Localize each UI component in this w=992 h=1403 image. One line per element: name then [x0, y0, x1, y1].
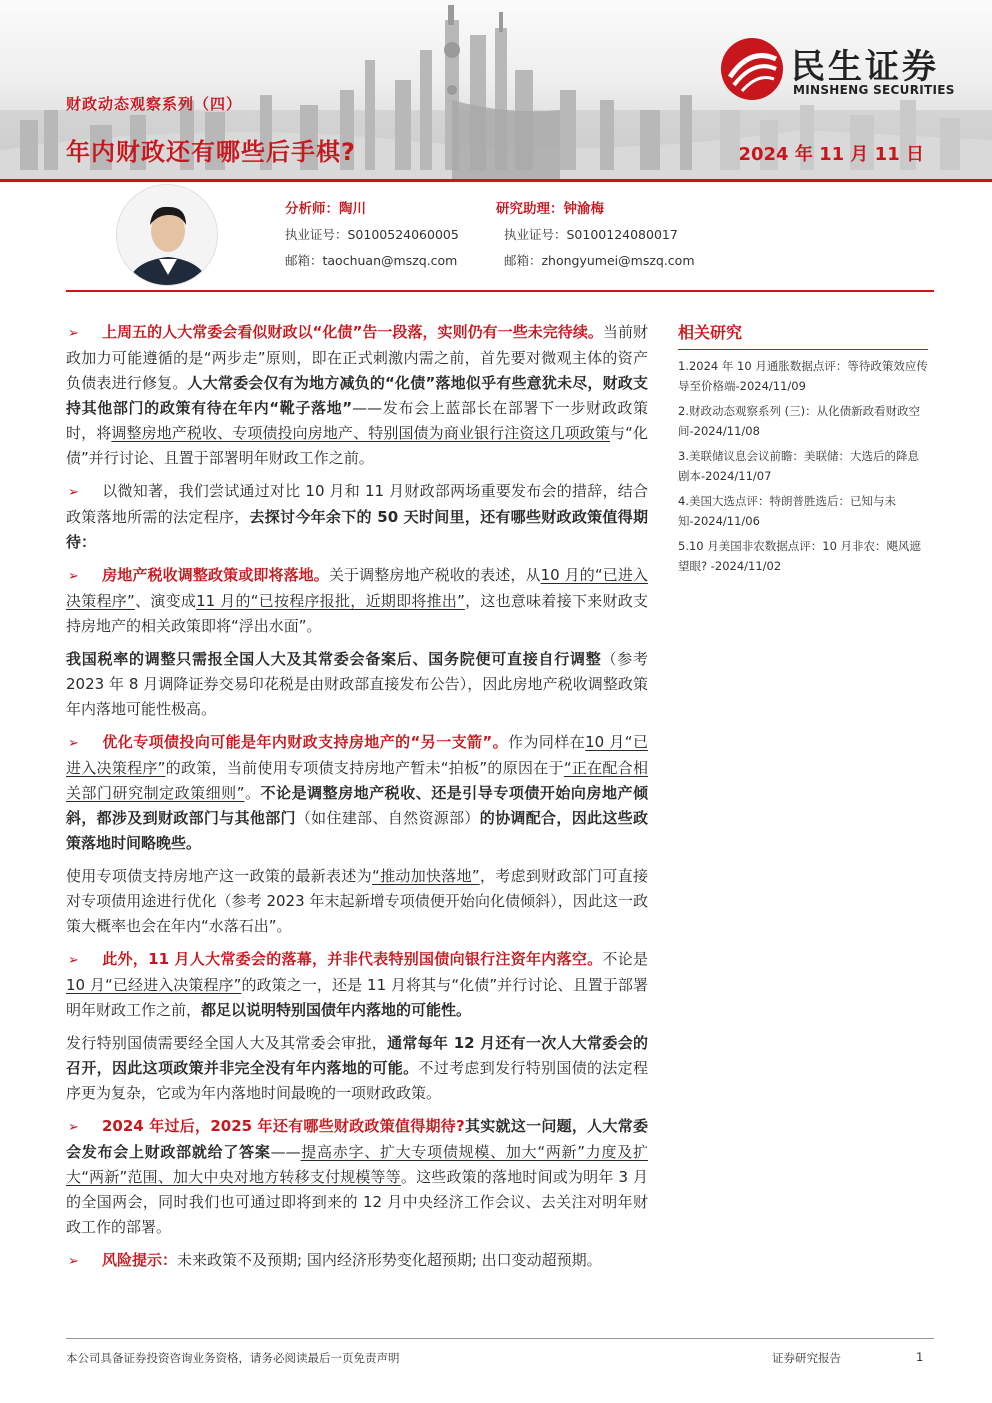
- analyst-cert: 执业证号：S0100524060005: [285, 227, 459, 242]
- paragraph-1: [66, 320, 648, 471]
- page-number: 1: [916, 1350, 924, 1364]
- paragraph-risk: [66, 1248, 648, 1274]
- assistant-email[interactable]: 邮箱：zhongyumei@mszq.com: [504, 253, 695, 268]
- analyst-photo: [117, 185, 218, 286]
- related-item[interactable]: 5.10 月美国非农数据点评：10 月非农：飓风遮望眼? -2024/11/02: [678, 539, 922, 573]
- related-item[interactable]: 2.财政动态观察系列 (三)：从化债新政看财政空间-2024/11/08: [678, 404, 921, 438]
- related-item[interactable]: 1.2024 年 10 月通胀数据点评：等待政策效应传导至价格端-2024/11/09: [678, 359, 928, 393]
- header-divider: [0, 179, 992, 182]
- body-text: （如住建部、自然资源部）: [295, 809, 480, 827]
- underlined-text: “正在配合相关部门研究制定政策细则”: [66, 759, 648, 802]
- highlight-text: 房地产税收调整政策或即将落地。: [102, 566, 329, 584]
- report-body: [66, 320, 648, 1282]
- related-research: [678, 320, 928, 581]
- paragraph-9: [66, 1114, 648, 1240]
- company-logo: [720, 37, 960, 103]
- body-text: ，考虑到财政部门可直接对专项债用途进行优化（参考 2023 年末起新增专项债便开始向化债倾斜），因此这一政策大概率也会在年内“水落石出”。: [66, 867, 648, 935]
- bold-text: 人大常委会仅有为地方减负的“化债”落地似乎有些意犹未尽，财政支持其他部门的政策有待在年内“靴子落地”: [66, 374, 648, 417]
- body-text: 不过考虑到发行特别国债的法定程序更为复杂，它或为年内落地时间最晚的一项财政政策。: [66, 1059, 648, 1102]
- assistant-name: 研究助理：钟渝梅: [496, 201, 604, 217]
- body-text: 作为同样在: [508, 733, 586, 751]
- arrow-bullet-icon: ➢: [68, 326, 79, 341]
- body-text: 。这些政策的落地时间或为明年 3 月的全国两会，同时我们也可通过即将到来的 12 月中央经济工作会议、去关注对明年财政工作的部署。: [66, 1168, 648, 1236]
- assistant-cert: 执业证号：S0100124080017: [504, 227, 678, 242]
- highlight-text: 优化专项债投向可能是年内财政支持房地产的“另一支箭”。: [102, 733, 509, 751]
- paragraph-6: [66, 864, 648, 939]
- minsheng-logo-icon: [720, 37, 784, 101]
- body-text: ，这也意味着接下来财政支持房地产的相关政策即将“浮出水面”。: [66, 592, 648, 635]
- analyst-name: 分析师：陶川: [285, 201, 366, 217]
- sidebar-title: 相关研究: [678, 320, 928, 350]
- highlight-text: 此外，11 月人大常委会的落幕，并非代表特别国债向银行注资年内落空。: [102, 950, 603, 968]
- report-title: 年内财政还有哪些后手棋?: [66, 138, 356, 166]
- related-item[interactable]: 3.美联储议息会议前瞻：美联储：大选后的降息剧本-2024/11/07: [678, 449, 919, 483]
- paragraph-7: [66, 947, 648, 1023]
- body-text: 不论是: [602, 950, 648, 968]
- footer-disclaimer: 本公司具备证券投资咨询业务资格，请务必阅读最后一页免责声明: [66, 1351, 400, 1365]
- underlined-text: 11 月的“已按程序报批，近期即将推出”: [196, 592, 465, 610]
- highlight-text: 上周五的人大常委会看似财政以“化债”告一段落，实则仍有一些未完待续。: [102, 323, 603, 341]
- paragraph-3: [66, 563, 648, 639]
- body-text: （参考 2023 年 8 月调降证券交易印花税是由财政部直接发布公告），因此房地产税收调整政策年内落地可能性极高。: [66, 650, 648, 718]
- report-date: 2024 年 11 月 11 日: [738, 144, 924, 165]
- body-text: 使用专项债支持房地产这一政策的最新表述为: [66, 867, 373, 885]
- bold-text: 其实就这一问题，人大常委会发布会上财政部就给了答案: [66, 1117, 648, 1161]
- arrow-bullet-icon: ➢: [68, 1120, 79, 1135]
- bold-text: 不论是调整房地产税收、还是引导专项债开始向房地产倾斜，都涉及到财政部门与其他部门: [66, 784, 648, 827]
- body-text: 未来政策不及预期; 国内经济形势变化超预期; 出口变动超预期。: [177, 1251, 602, 1269]
- paragraph-4: [66, 647, 648, 722]
- underlined-text: 提高赤字、扩大专项债规模、加大“两新”力度及扩大“两新”范围、加大中央对地方转移支付规模等等: [66, 1143, 648, 1186]
- highlight-text: 2024 年过后，2025 年还有哪些财政政策值得期待?: [102, 1117, 465, 1135]
- body-text: 与“化债”并行讨论、且置于部署明年财政工作之前。: [66, 424, 648, 467]
- related-item[interactable]: 4.美国大选点评：特朗普胜选后：已知与未知-2024/11/06: [678, 494, 896, 528]
- body-text: ——发布会上蓝部长在部署下一步财政政策时，将: [66, 399, 648, 442]
- arrow-bullet-icon: ➢: [68, 736, 79, 751]
- underlined-text: 调整房地产税收、专项债投向房地产、特别国债为商业银行注资这几项政策: [111, 424, 610, 442]
- footer-report-type: 证券研究报告: [772, 1351, 841, 1365]
- analyst-2: [496, 196, 695, 274]
- underlined-text: 10 月的“已进入决策程序”: [66, 566, 648, 610]
- bold-text: 通常每年 12 月还有一次人大常委会的召开，因此这项政策并非完全没有年内落地的可能。: [66, 1034, 648, 1077]
- underlined-text: “推动加快落地”: [372, 867, 480, 885]
- analyst-1: [285, 196, 459, 274]
- arrow-bullet-icon: ➢: [68, 1254, 79, 1269]
- body-text: 的政策，当前使用专项债支持房地产暂未“拍板”的原因在于: [165, 759, 564, 777]
- header-banner: [0, 0, 992, 180]
- bold-text: 我国税率的调整只需报全国人大及其常委会备案后、国务院便可直接自行调整: [66, 650, 602, 668]
- body-text: 、演变成: [134, 592, 197, 610]
- arrow-bullet-icon: ➢: [68, 569, 79, 584]
- bold-text: 去探讨今年余下的 50 天时间里，还有哪些财政政策值得期待：: [66, 508, 648, 551]
- underlined-text: 10 月“已进入决策程序”: [66, 733, 648, 777]
- body-text: 关于调整房地产税收的表述，从: [328, 566, 541, 584]
- body-text: ——: [270, 1143, 301, 1161]
- section-divider: [66, 290, 934, 292]
- arrow-bullet-icon: ➢: [68, 485, 79, 500]
- body-text: 发行特别国债需要经全国人大及其常委会审批，: [66, 1034, 388, 1052]
- series-label: 财政动态观察系列（四）: [66, 95, 243, 113]
- risk-label: 风险提示：: [102, 1251, 178, 1269]
- analyst-email[interactable]: 邮箱：taochuan@mszq.com: [285, 253, 458, 268]
- logo-chinese-name: 民生证券: [791, 47, 939, 87]
- logo-english-name: MINSHENG SECURITIES: [793, 83, 955, 97]
- avatar: [116, 184, 218, 286]
- body-text: 的政策之一，还是 11 月将其与“化债”并行讨论、且置于部署明年财政工作之前，: [66, 976, 648, 1019]
- footer-divider: [66, 1338, 934, 1339]
- bold-text: 都足以说明特别国债年内落地的可能性。: [201, 1001, 472, 1019]
- bold-text: 的协调配合，因此这些政策落地时间略晚些。: [66, 809, 648, 852]
- underlined-text: 10 月“已经进入决策程序”: [66, 976, 242, 994]
- body-text: 。: [244, 784, 261, 802]
- paragraph-8: [66, 1031, 648, 1106]
- paragraph-2: [66, 479, 648, 555]
- body-text: 以微知著，我们尝试通过对比 10 月和 11 月财政部两场重要发布会的措辞，结合政策落地所需的法定程序，: [66, 482, 648, 526]
- paragraph-5: [66, 730, 648, 856]
- arrow-bullet-icon: ➢: [68, 953, 79, 968]
- body-text: 当前财政加力可能遵循的是“两步走”原则，即在正式刺激内需之前，首先要对微观主体的资产负债表进行修复。: [66, 323, 648, 392]
